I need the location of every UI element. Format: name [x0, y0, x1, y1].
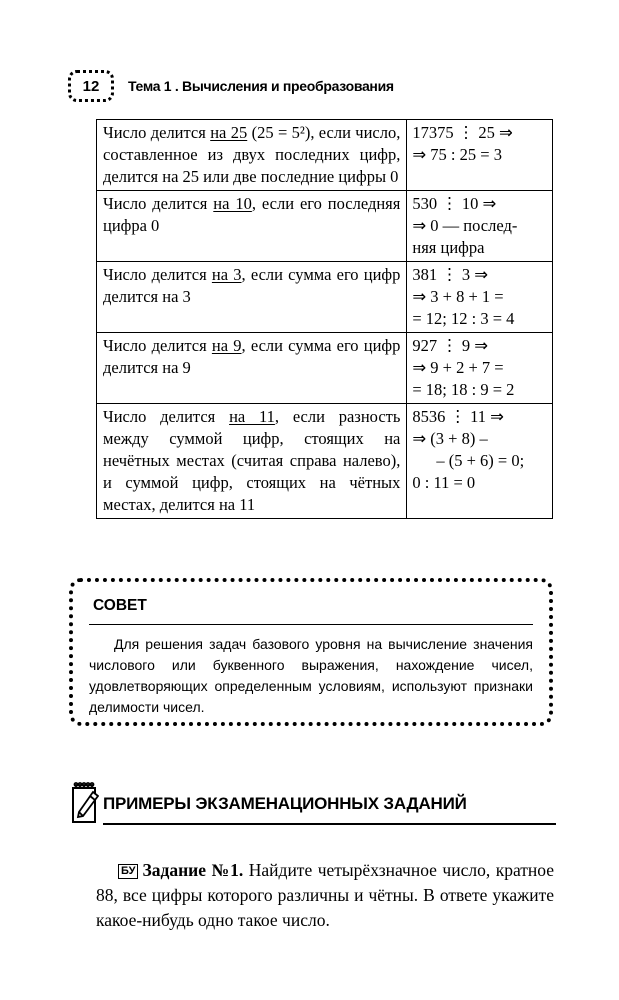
- example-line: ⇒ (3 + 8) –: [412, 429, 488, 448]
- table-row: [97, 120, 553, 191]
- rule-text: , если его последняя цифра 0: [103, 194, 401, 235]
- example-line: ⇒ 3 + 8 + 1 =: [412, 287, 504, 306]
- example-line: 927 ⋮ 9 ⇒: [412, 336, 489, 355]
- example-line: – (5 + 6) = 0;: [436, 451, 525, 470]
- rule-divisor: на 11: [229, 407, 275, 426]
- pencil-notebook-icon: [71, 782, 99, 824]
- rule-cell: [97, 404, 407, 519]
- chapter-title: Тема 1 . Вычисления и преобразования: [128, 78, 394, 94]
- example-line: ⇒ 75 : 25 = 3: [412, 145, 502, 164]
- advice-title: СОВЕТ: [93, 597, 147, 614]
- rule-divisor: на 10: [213, 194, 252, 213]
- example-line: = 12; 12 : 3 = 4: [412, 309, 515, 328]
- rule-cell: [97, 191, 407, 262]
- rule-text: Число делится: [103, 336, 212, 355]
- rule-text: (25 = 5²), если число, составленное из двух последних цифр, делится на 25 или две последние цифры 0: [103, 123, 401, 186]
- task-label: Задание №1.: [142, 860, 244, 880]
- example-cell: [407, 404, 553, 519]
- table-row: [97, 404, 553, 519]
- example-line: 381 ⋮ 3 ⇒: [412, 265, 489, 284]
- rule-text: Число делится: [103, 265, 212, 284]
- divider: [89, 624, 533, 625]
- example-line: 530 ⋮ 10 ⇒: [412, 194, 497, 213]
- page-number: 12: [68, 70, 114, 102]
- level-badge: БУ: [118, 864, 138, 879]
- example-line: = 18; 18 : 9 = 2: [412, 380, 515, 399]
- rule-divisor: на 25: [210, 123, 248, 142]
- rule-text: , если сумма его цифр делится на 3: [103, 265, 401, 306]
- divider: [103, 823, 556, 825]
- task-text: Найдите четырёхзначное число, кратное 88, все цифры которого различны и чётны. В ответе укажите какое-нибудь одно такое число.: [96, 860, 555, 930]
- example-cell: [407, 262, 553, 333]
- example-cell: [407, 333, 553, 404]
- advice-box: [69, 578, 553, 726]
- advice-text: Для решения задач базового уровня на вычисление значения числового или буквенного выражения, нахождение чисел, удовлетворяющих определенным условиям, используют признаки делимости чисел.: [89, 636, 533, 715]
- table-row: [97, 262, 553, 333]
- example-line: ⇒ 9 + 2 + 7 =: [412, 358, 504, 377]
- rule-divisor: на 3: [211, 265, 242, 284]
- example-line: 0 : 11 = 0: [412, 473, 476, 492]
- example-line: няя цифра: [412, 238, 485, 257]
- table-row: [97, 333, 553, 404]
- table-row: [97, 191, 553, 262]
- example-cell: [407, 120, 553, 191]
- example-line: 8536 ⋮ 11 ⇒: [412, 407, 504, 426]
- rule-text: Число делится: [103, 123, 211, 142]
- divisibility-rules-table: [96, 119, 553, 519]
- section-title: ПРИМЕРЫ ЭКЗАМЕНАЦИОННЫХ ЗАДАНИЙ: [103, 794, 467, 813]
- example-cell: [407, 191, 553, 262]
- rule-text: , если сумма его цифр делится на 9: [103, 336, 401, 377]
- rule-text: Число делится: [103, 407, 230, 426]
- task-paragraph: [96, 858, 554, 933]
- example-line: ⇒ 0 — послед-: [412, 216, 518, 235]
- rule-cell: [97, 333, 407, 404]
- rule-divisor: на 9: [211, 336, 242, 355]
- rule-text: Число делится: [103, 194, 214, 213]
- rule-cell: [97, 262, 407, 333]
- rule-cell: [97, 120, 407, 191]
- example-line: 17375 ⋮ 25 ⇒: [412, 123, 513, 142]
- rule-text: , если разность между суммой цифр, стоящих на нечётных местах (считая справа налево), и суммой цифр, стоящих на чётных местах, делится на 11: [103, 407, 401, 514]
